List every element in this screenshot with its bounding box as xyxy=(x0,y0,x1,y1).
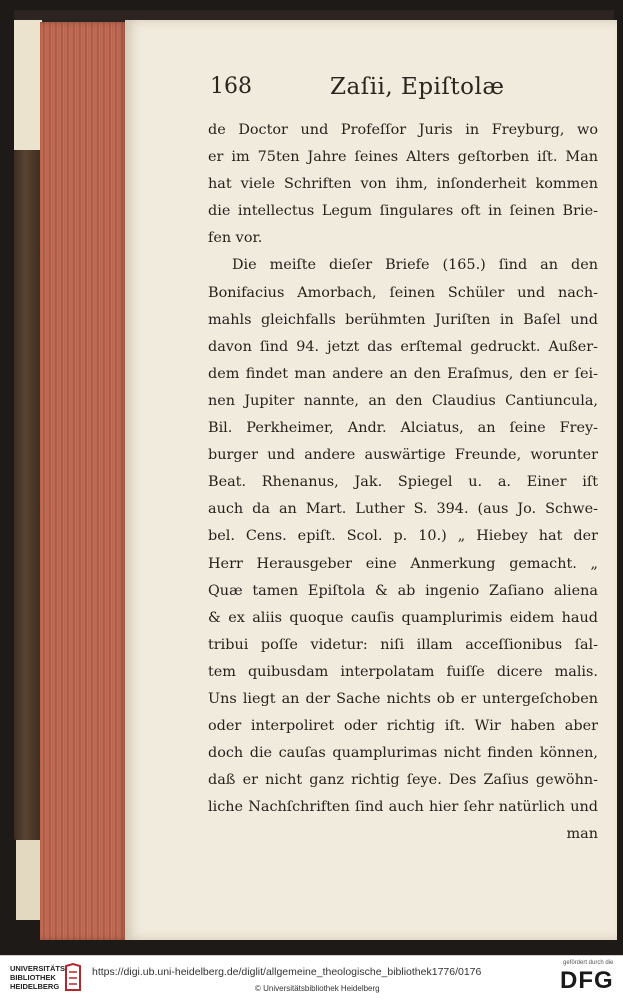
text-line: er im 75ten Jahre ſeines Alters geſtorben iſt. Man xyxy=(208,149,598,166)
cover-lower-paper xyxy=(16,840,42,920)
text-line: burger und andere auswärtige Freunde, worunter xyxy=(208,447,598,464)
text-line: de Doctor und Profeſſor Juris in Freyburg, wo xyxy=(208,122,598,138)
text-line: daß er nicht ganz richtig ſeye. Des Zaſius gewöhn- xyxy=(208,772,598,789)
copyright-notice: © Universitätsbibliothek Heidelberg xyxy=(255,984,380,993)
text-line: bel. Cens. epiſt. Scol. p. 10.) „ Hiebey hat der xyxy=(208,528,598,545)
text-line: davon ſind 94. jetzt das erſtemal gedruckt. Außer- xyxy=(208,338,598,355)
dfg-logo: DFG xyxy=(560,967,614,994)
text-line: Bonifacius Amorbach, ſeinen Schüler und nach- xyxy=(208,284,598,301)
text-line: Die meiſte dieſer Briefe (165.) ſind an den xyxy=(232,257,598,274)
text-line: hat viele Schriften von ihm, inſonderheit kommen xyxy=(208,176,598,193)
running-head: Zaſii, Epiſtolæ xyxy=(330,74,505,100)
funder-note: gefördert durch die xyxy=(563,960,614,966)
text-line: mahls gleichfalls berühmten Juriſten in Baſel und xyxy=(208,311,598,328)
text-line: liche Nachſchriften ſind auch hier ſehr natürlich und xyxy=(208,799,598,816)
page-header xyxy=(210,74,590,108)
text-line: oder interpoliret oder richtig iſt. Wir haben aber xyxy=(208,718,598,735)
page-number: 168 xyxy=(210,74,252,99)
cover-paper-strip xyxy=(14,20,42,150)
text-line: Bil. Perkheimer, Andr. Alciatus, an ſeine Frey- xyxy=(208,420,598,437)
book-cover-edge xyxy=(14,150,42,840)
text-line: Herr Herausgeber eine Anmerkung gemacht. „ xyxy=(208,555,598,572)
text-line: Uns liegt an der Sache nichts ob er untergeſchoben xyxy=(208,690,598,707)
text-line: auch da an Mart. Luther S. 394. (aus Jo. Schwe- xyxy=(208,501,598,518)
library-emblem-icon xyxy=(64,962,82,992)
body-text xyxy=(208,117,598,849)
viewer-footer xyxy=(0,955,623,1001)
text-line: Beat. Rhenanus, Jak. Spiegel u. a. Einer iſt xyxy=(208,474,598,491)
text-line: doch die cauſas quamplurimas nicht finden können, xyxy=(208,745,598,762)
text-line: die intellectus Legum ſingulares oft in ſeinen Brie- xyxy=(208,203,598,220)
text-line: nen Jupiter nannte, an den Claudius Cantiuncula, xyxy=(208,392,598,409)
library-name: UNIVERSITÄTS- BIBLIOTHEK HEIDELBERG xyxy=(10,964,68,991)
text-line: dem findet man andere an den Eraſmus, den er ſei- xyxy=(208,365,598,382)
text-line: fen vor. xyxy=(208,230,263,247)
text-line: tem quibusdam interpolatam fuiſſe dicere malis. xyxy=(208,663,598,680)
page-block-edge xyxy=(40,22,128,940)
permalink-url[interactable]: https://digi.ub.uni-heidelberg.de/diglit/allgemeine_theologische_bibliothek1776/0176 xyxy=(92,966,482,978)
text-line: tribui poſſe videtur: niſi illam acceſſionibus ſal- xyxy=(208,636,598,653)
catchword: man xyxy=(566,826,598,843)
text-line: & ex aliis quoque cauſis quamplurimis eidem haud xyxy=(208,609,598,626)
text-line: Quæ tamen Epiſtola & ab ingenio Zaſiano aliena xyxy=(208,582,598,599)
